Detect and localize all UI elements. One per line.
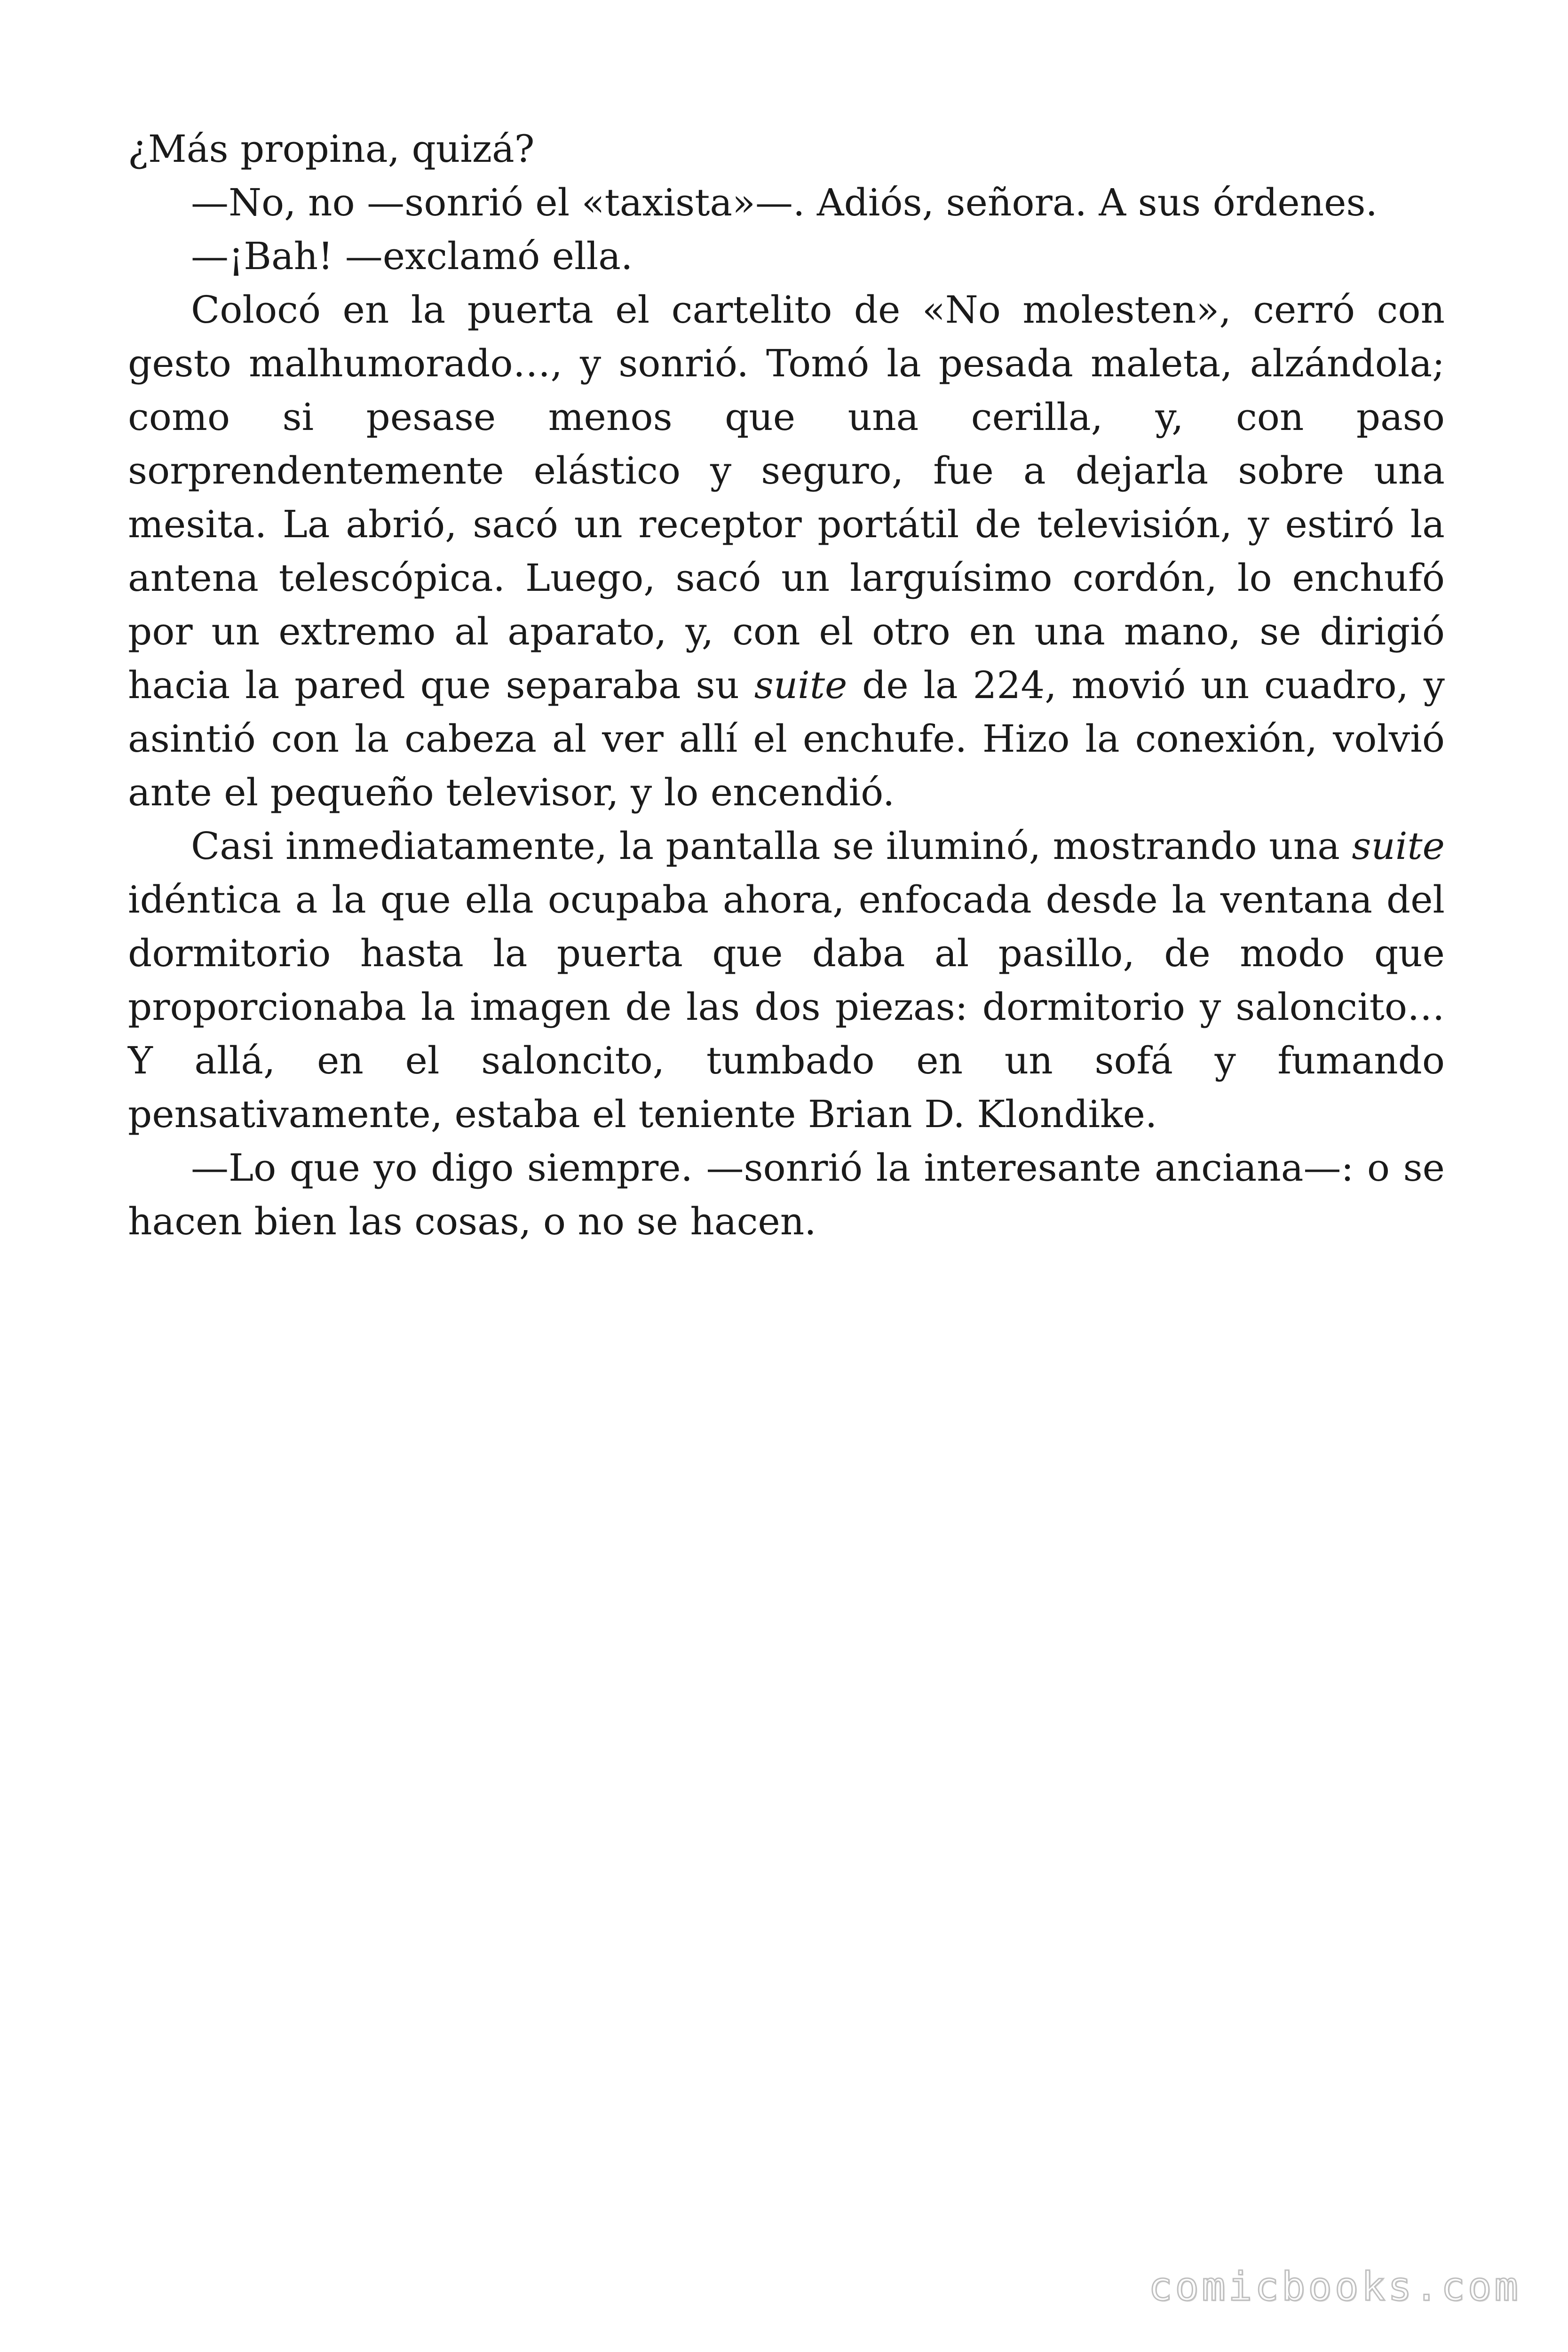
paragraph-3 xyxy=(128,230,1445,283)
text-segment: ¿Más propina, quizá? xyxy=(128,127,535,171)
text-segment: —No, no —sonrió el «taxista»—. Adiós, señora. A sus órdenes. xyxy=(191,181,1378,224)
text-segment: de la 224, movió un cuadro, y asintió con la cabeza al ver allí el enchufe. Hizo la conexión, volvió ante el pequeño televisor, y lo encendió. xyxy=(128,663,1445,814)
text-segment: —¡Bah! —exclamó ella. xyxy=(191,234,633,278)
paragraph-2 xyxy=(128,176,1445,230)
text-segment: —Lo que yo digo siempre. —sonrió la interesante anciana—: o se hacen bien las cosas, o no se hacen. xyxy=(128,1146,1445,1243)
paragraph-4 xyxy=(128,283,1445,819)
paragraph-5 xyxy=(128,819,1445,1141)
page-body xyxy=(128,122,1445,1248)
italic-word-suite: suite xyxy=(1352,824,1445,868)
watermark: comicbooks.com xyxy=(1148,2264,1521,2310)
text-segment: idéntica a la que ella ocupaba ahora, enfocada desde la ventana del dormitorio hasta la puerta que daba al pasillo, de modo que proporcionaba la imagen de las dos piezas: dormitorio y saloncito… Y allá, en el saloncito, tumbado en un sofá y fumando pensativamente, estaba el teniente Brian D. Klondike. xyxy=(128,878,1445,1136)
text-segment: Casi inmediatamente, la pantalla se iluminó, mostrando una xyxy=(191,824,1352,868)
paragraph-1 xyxy=(128,122,1445,176)
paragraph-6 xyxy=(128,1141,1445,1248)
text-segment: Colocó en la puerta el cartelito de «No molesten», cerró con gesto malhumorado…, y sonrió. Tomó la pesada maleta, alzándola; como si pesase menos que una cerilla, y, con paso sorprendentemente elástico y seguro, fue a dejarla sobre una mesita. La abrió, sacó un receptor portátil de televisión, y estiró la antena telescópica. Luego, sacó un larguísimo cordón, lo enchufó por un extremo al aparato, y, con el otro en una mano, se dirigió hacia la pared que separaba su xyxy=(128,288,1445,707)
italic-word-suite: suite xyxy=(754,663,847,707)
